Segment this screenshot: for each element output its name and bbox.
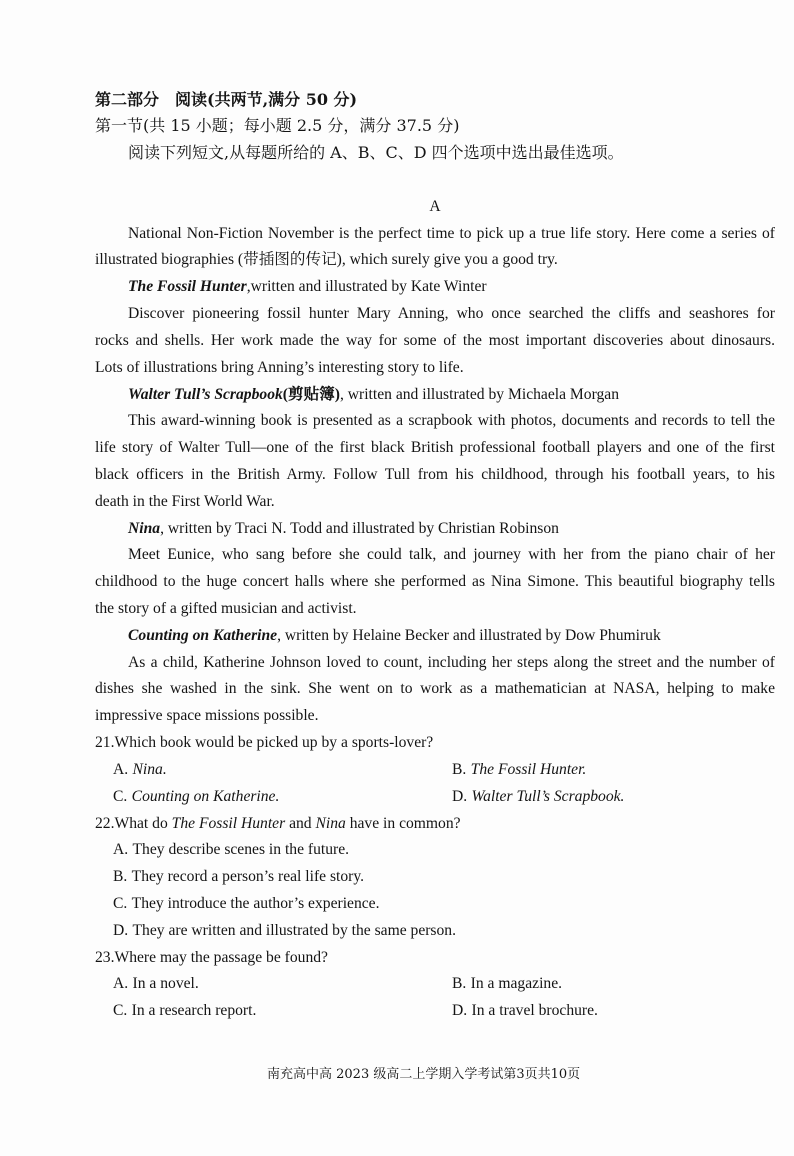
section-heading: 第一节(共 15 小题；每小题 2.5 分，满分 37.5 分) (95, 116, 460, 136)
part-heading: 第二部分 阅读(共两节,满分 50 分) (95, 89, 358, 109)
book-byline: , written and illustrated by Michaela Morgan (339, 385, 619, 403)
page-footer: 南充高中高 2023 级高二上学期入学考试第3页共10页 (267, 1067, 581, 1082)
book-title-line (95, 382, 775, 409)
question-23-options-row (95, 971, 775, 998)
option-b (452, 971, 562, 998)
passage-label: A (429, 197, 441, 215)
option-text: Counting on Katherine. (131, 787, 280, 805)
book-description-line: the story of a gifted musician and activist. (95, 600, 357, 618)
question-text-title: Nina (315, 814, 346, 832)
question-22-stem (95, 811, 775, 838)
book-byline: ,written and illustrated by Kate Winter (246, 278, 487, 296)
book-description-line: Lots of illustrations bring Anning’s interesting story to life. (95, 358, 464, 376)
book-description-line: Discover pioneering fossil hunter Mary Anning, who once searched the cliffs and seashores for (128, 305, 775, 323)
option-label: B. (452, 975, 467, 993)
book-title: Walter Tull’s Scrapbook (128, 385, 283, 403)
option-label: D. (452, 787, 468, 805)
book-description-line: rocks and shells. Her work made the way for some of the most important discoveries about dinosaurs. (95, 331, 775, 349)
option-a (113, 757, 167, 784)
option-b (95, 864, 775, 891)
option-text: In a novel. (132, 975, 199, 993)
option-d (452, 998, 598, 1025)
passage-intro-line: illustrated biographies (带插图的传记), which surely give you a good try. (95, 251, 558, 269)
book-title-line (95, 516, 775, 543)
book-description-line: Meet Eunice, who sang before she could talk, and journey with her from the piano chair of her (128, 546, 775, 564)
option-label: A. (113, 975, 129, 993)
question-21-options-row (95, 784, 775, 811)
option-text: Walter Tull’s Scrapbook. (471, 787, 625, 805)
book-description-line: As a child, Katherine Johnson loved to count, including her steps along the street and the number of (128, 653, 775, 671)
book-byline: , written by Traci N. Todd and illustrated by Christian Robinson (160, 519, 559, 537)
book-title-line (95, 274, 775, 301)
option-label: A. (113, 841, 129, 859)
question-text: Where may the passage be found? (114, 948, 328, 966)
question-number: 22. (95, 814, 115, 832)
option-a (113, 971, 199, 998)
book-description-line: life story of Walter Tull—one of the first black British professional football players and one of the first (95, 439, 775, 457)
option-b (452, 757, 586, 784)
instructions: 阅读下列短文,从每题所给的 A、B、C、D 四个选项中选出最佳选项。 (128, 143, 624, 163)
option-d (95, 918, 775, 945)
question-number: 21. (95, 734, 115, 752)
question-text: What do (114, 814, 172, 832)
option-text: In a research report. (131, 1002, 257, 1020)
blank-line (95, 167, 775, 194)
question-text: have in common? (345, 814, 461, 832)
option-label: A. (113, 760, 129, 778)
option-c (113, 998, 256, 1025)
question-number: 23. (95, 948, 115, 966)
option-label: C. (113, 787, 128, 805)
option-label: C. (113, 894, 128, 912)
reading-section (95, 87, 775, 1025)
option-text: They introduce the author’s experience. (131, 894, 380, 912)
option-text: They record a person’s real life story. (131, 868, 365, 886)
option-text: They describe scenes in the future. (132, 841, 350, 859)
book-byline: , written by Helaine Becker and illustrated by Dow Phumiruk (277, 626, 661, 644)
book-description-line: This award-winning book is presented as a scrapbook with photos, documents and records to tell the (128, 412, 775, 430)
question-text: Which book would be picked up by a sports-lover? (114, 734, 434, 752)
book-description-line: impressive space missions possible. (95, 707, 319, 725)
book-title: The Fossil Hunter (128, 278, 247, 296)
option-text: Nina. (132, 760, 167, 778)
option-a (95, 837, 775, 864)
option-label: B. (452, 760, 467, 778)
book-title: Counting on Katherine (128, 626, 278, 644)
question-21-stem (95, 730, 775, 757)
option-d (452, 784, 624, 811)
book-description-line: childhood to the huge concert halls where she performed as Nina Simone. This beautiful biography tells (95, 573, 775, 591)
option-text: The Fossil Hunter. (470, 760, 587, 778)
passage-intro-line: National Non-Fiction November is the perfect time to pick up a true life story. Here come a series of (128, 224, 775, 242)
question-23-stem (95, 945, 775, 972)
option-text: They are written and illustrated by the same person. (132, 921, 456, 939)
option-label: D. (452, 1002, 468, 1020)
book-description-line: death in the First World War. (95, 492, 275, 510)
option-label: D. (113, 921, 129, 939)
option-text: In a magazine. (470, 975, 563, 993)
question-21-options-row (95, 757, 775, 784)
book-description-line: dishes she washed in the sink. She went on to work as a mathematician at NASA, helping to make (95, 680, 775, 698)
question-23-options-row (95, 998, 775, 1025)
option-c (113, 784, 279, 811)
book-description-line: black officers in the British Army. Follow Tull from his childhood, through his football years, to his (95, 465, 775, 483)
option-label: B. (113, 868, 128, 886)
question-text: and (285, 814, 316, 832)
question-text-title: The Fossil Hunter (171, 814, 286, 832)
option-label: C. (113, 1002, 128, 1020)
book-title: Nina (128, 519, 161, 537)
option-text: In a travel brochure. (471, 1002, 598, 1020)
option-c (95, 891, 775, 918)
book-title-note: (剪贴簿) (282, 385, 340, 403)
book-title-line (95, 623, 775, 650)
